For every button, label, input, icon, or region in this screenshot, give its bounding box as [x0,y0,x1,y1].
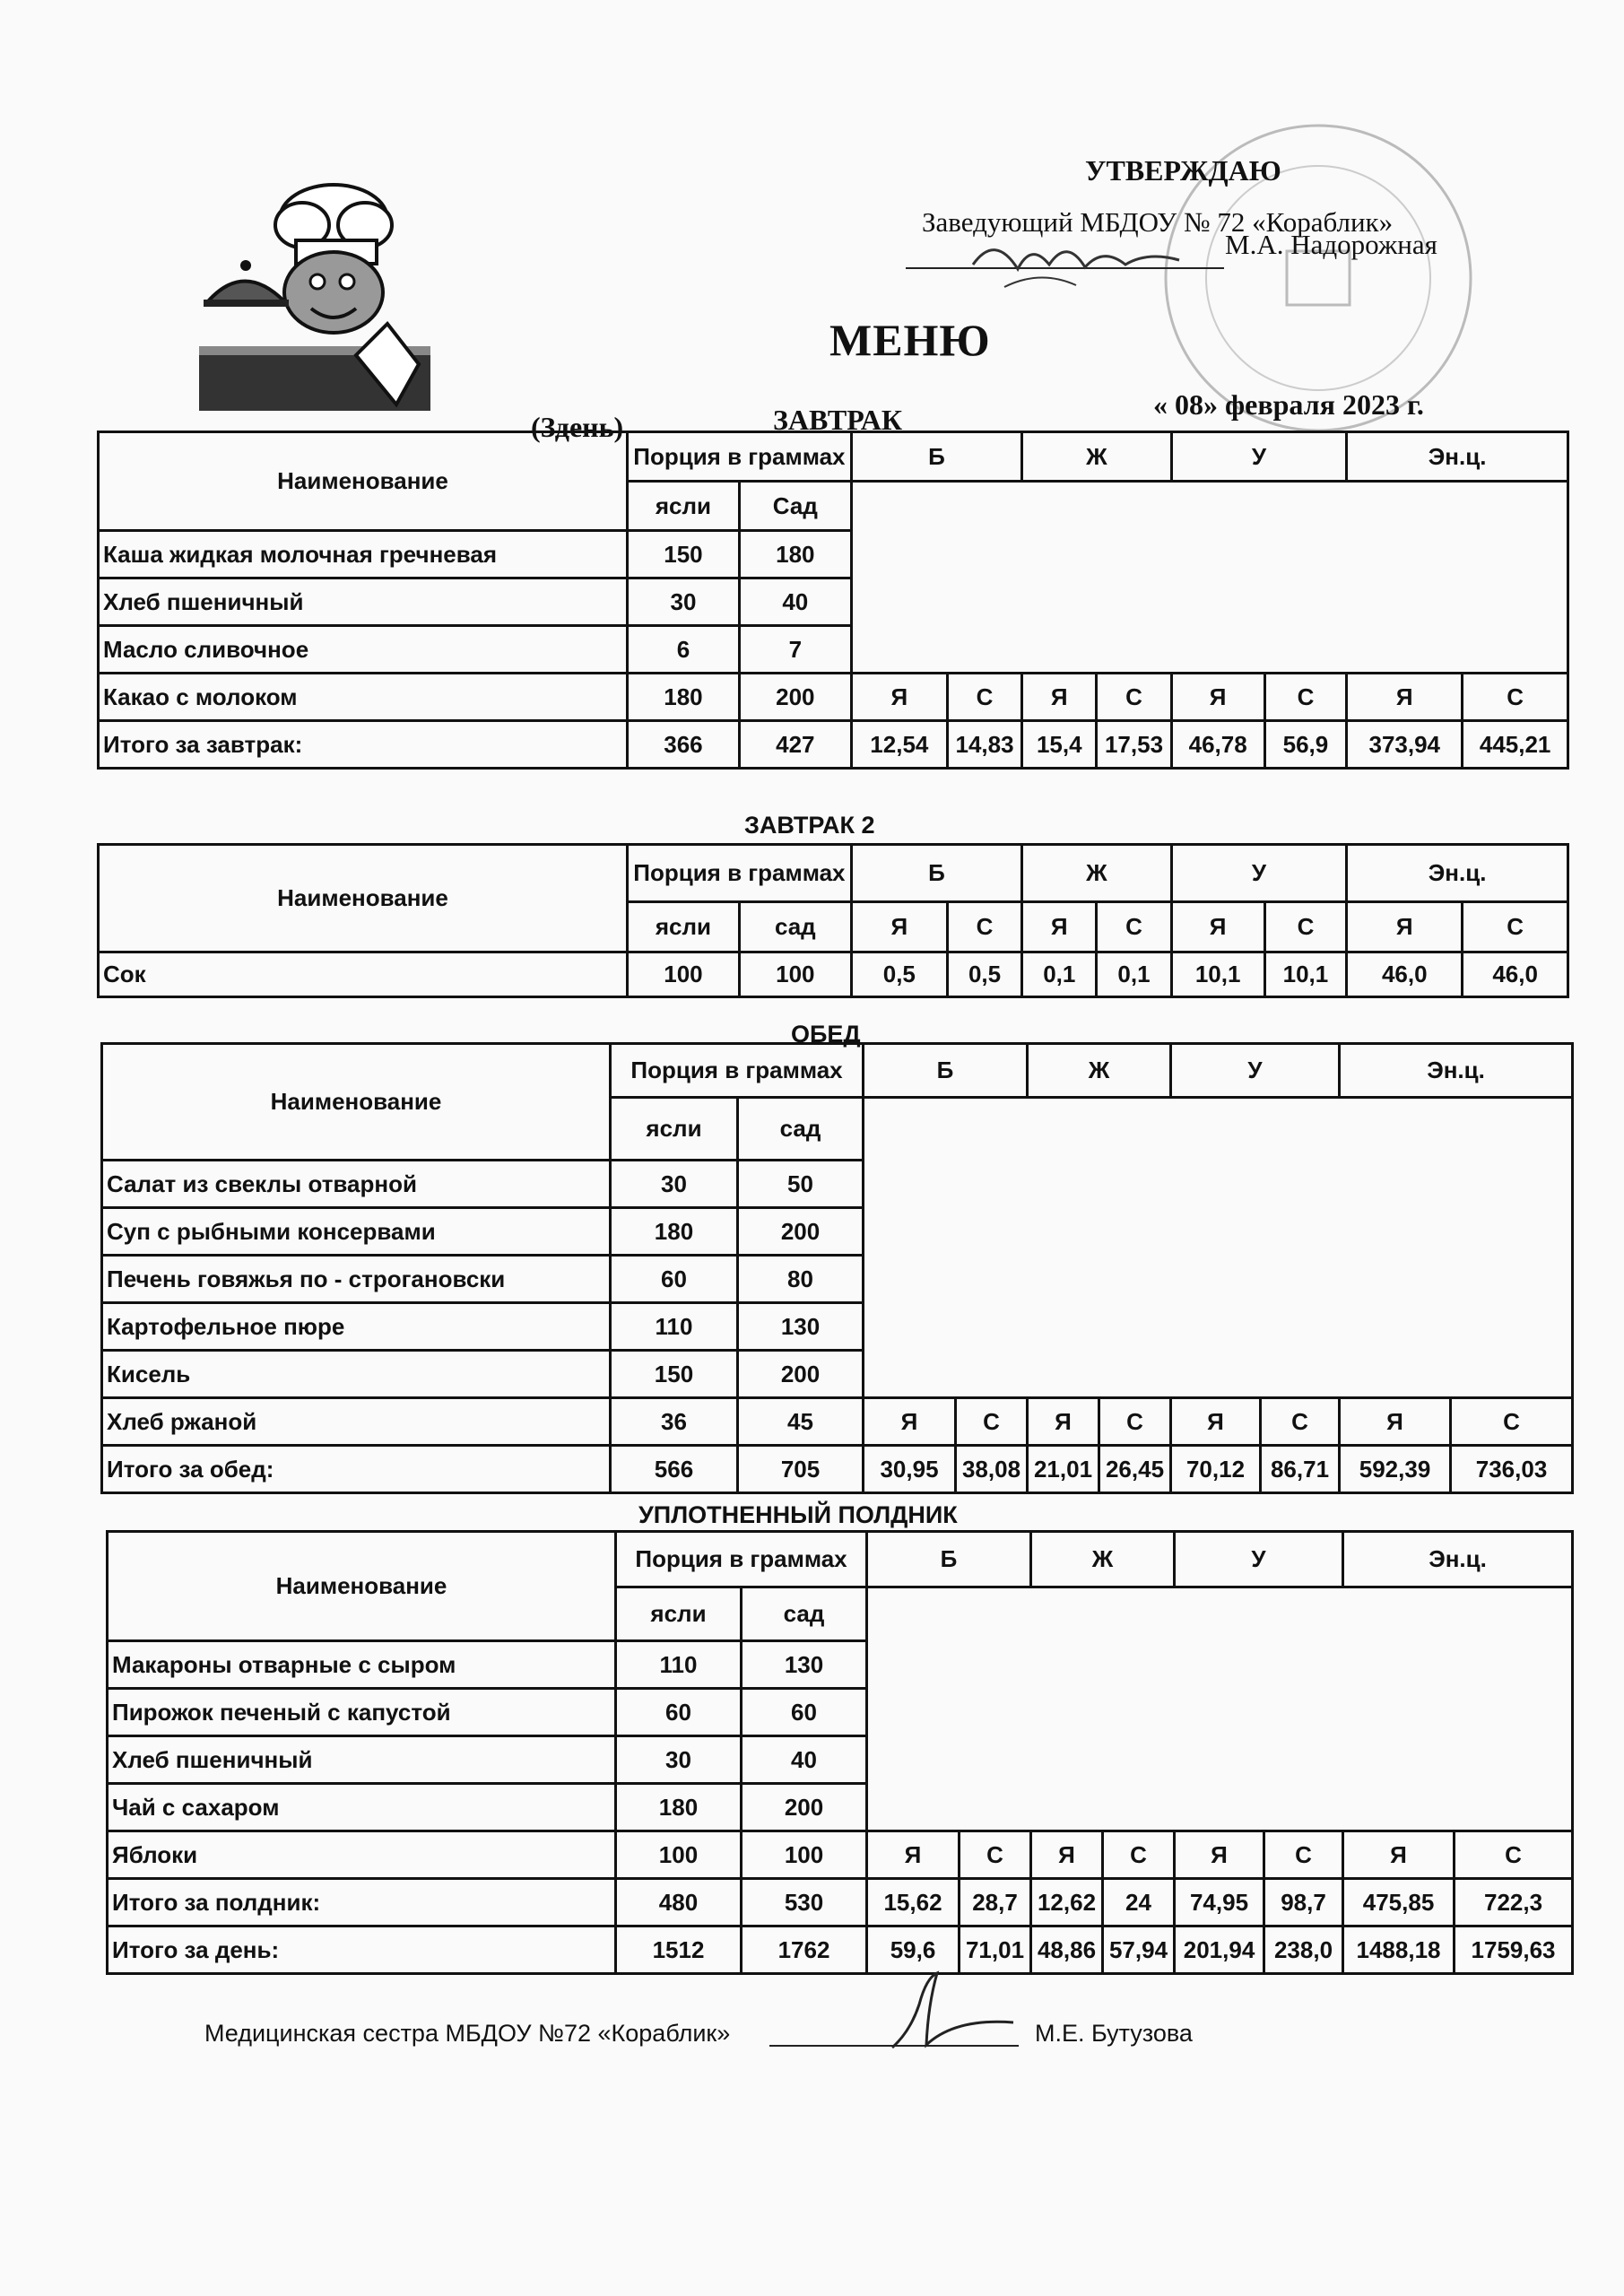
header-portion: Порция в граммах [628,845,852,902]
day-total-label: Итого за день: [108,1926,616,1974]
sub-ya: Я [1028,1398,1099,1446]
sub-s: С [1463,674,1568,721]
value-en-ya: 592,39 [1340,1446,1451,1493]
dish-name: Салат из свеклы отварной [102,1161,611,1208]
value-u-s: 98,7 [1264,1879,1343,1926]
header-b: Б [864,1044,1028,1098]
total-row [102,1446,1573,1493]
portion-nursery: 180 [616,1784,742,1831]
portion-nursery: 110 [611,1303,738,1351]
value-zh-ya: 12,62 [1031,1879,1103,1926]
value-en-s: 1759,63 [1455,1926,1573,1974]
value-u-ya: 74,95 [1175,1879,1264,1926]
portion-nursery: 100 [616,1831,742,1879]
sub-ya: Я [1031,1831,1103,1879]
value-zh-s: 0,1 [1097,952,1171,997]
value-b-ya: 0,5 [851,952,947,997]
portion-nursery: 150 [611,1351,738,1398]
sub-s: С [1264,674,1347,721]
total-nursery: 366 [628,721,740,769]
portion-nursery: 30 [628,578,740,626]
dish-name: Каша жидкая молочная гречневая [99,531,628,578]
portion-nursery: 30 [611,1161,738,1208]
header-name: Наименование [99,432,628,531]
portion-garden: 180 [739,531,851,578]
portion-nursery: 100 [628,952,740,997]
total-garden: 530 [742,1879,867,1926]
sub-s: С [947,902,1021,952]
table-row [99,674,1568,721]
dish-name: Суп с рыбными консервами [102,1208,611,1256]
sub-ya: Я [1171,1398,1261,1446]
value-en-ya: 46,0 [1347,952,1463,997]
sub-s: С [1103,1831,1175,1879]
value-en-s: 736,03 [1451,1446,1573,1493]
portion-garden: 60 [742,1689,867,1736]
portion-garden: 40 [742,1736,867,1784]
sub-ya: Я [867,1831,960,1879]
total-label: Итого за полдник: [108,1879,616,1926]
dish-name: Печень говяжья по - строгановски [102,1256,611,1303]
footer-position: Медицинская сестра МБДОУ №72 «Кораблик» [204,2020,731,2047]
header-portion: Порция в граммах [628,432,852,482]
lunch-table [100,1042,1574,1494]
header-u: У [1171,1044,1340,1098]
menu-title: МЕНЮ [829,315,991,365]
header-name: Наименование [102,1044,611,1161]
value-en-ya: 373,94 [1347,721,1463,769]
value-u-s: 56,9 [1264,721,1347,769]
sub-s: С [1455,1831,1573,1879]
portion-garden: 100 [742,1831,867,1879]
value-zh-s: 24 [1103,1879,1175,1926]
portion-nursery: 60 [616,1689,742,1736]
header-u: У [1175,1532,1343,1587]
dish-name: Какао с молоком [99,674,628,721]
total-garden: 427 [739,721,851,769]
sub-s: С [1097,674,1171,721]
approval-signature [968,215,1184,296]
value-en-s: 445,21 [1463,721,1568,769]
header-zh: Ж [1031,1532,1175,1587]
sub-s: С [1099,1398,1171,1446]
dish-name: Хлеб пшеничный [108,1736,616,1784]
value-u-ya: 201,94 [1175,1926,1264,1974]
value-zh-s: 26,45 [1099,1446,1171,1493]
header-nursery: ясли [611,1098,738,1161]
sub-ya: Я [1343,1831,1455,1879]
header-portion: Порция в граммах [616,1532,867,1587]
lunch-title: ОБЕД [791,1021,861,1048]
portion-garden: 200 [742,1784,867,1831]
header-u: У [1171,845,1347,902]
total-row [99,721,1568,769]
sub-ya: Я [1171,902,1264,952]
snack-table [106,1530,1574,1975]
dish-name: Яблоки [108,1831,616,1879]
header-zh: Ж [1022,845,1171,902]
value-u-s: 86,71 [1261,1446,1340,1493]
value-zh-ya: 0,1 [1022,952,1097,997]
dish-name: Хлеб ржаной [102,1398,611,1446]
header-en: Эн.ц. [1340,1044,1573,1098]
dish-name: Картофельное пюре [102,1303,611,1351]
sub-s: С [1097,902,1171,952]
header-name: Наименование [99,845,628,952]
sub-s: С [1451,1398,1573,1446]
portion-garden: 200 [738,1351,864,1398]
value-b-s: 28,7 [960,1879,1031,1926]
total-row [108,1879,1573,1926]
value-b-s: 38,08 [956,1446,1028,1493]
dish-name: Масло сливочное [99,626,628,674]
value-u-s: 10,1 [1264,952,1347,997]
blank-area [864,1098,1573,1398]
header-b: Б [867,1532,1031,1587]
header-garden: Сад [739,482,851,531]
portion-garden: 200 [738,1208,864,1256]
table-row [99,952,1568,997]
sub-ya: Я [1022,674,1097,721]
portion-garden: 45 [738,1398,864,1446]
date-label: « 08» февраля 2023 г. [1153,388,1424,421]
portion-nursery: 110 [616,1641,742,1689]
sub-ya: Я [851,902,947,952]
sub-ya: Я [851,674,947,721]
chef-illustration [199,176,430,411]
sub-s: С [1261,1398,1340,1446]
portion-garden: 100 [739,952,851,997]
portion-garden: 200 [739,674,851,721]
total-nursery: 566 [611,1446,738,1493]
value-b-ya: 12,54 [851,721,947,769]
portion-garden: 7 [739,626,851,674]
header-zh: Ж [1028,1044,1171,1098]
dish-name: Кисель [102,1351,611,1398]
sub-s: С [1463,902,1568,952]
footer-name: М.Е. Бутузова [1035,2020,1193,2047]
sub-s: С [1264,1831,1343,1879]
blank-area [851,482,1568,674]
portion-nursery: 150 [628,531,740,578]
blank-area [867,1587,1573,1831]
snack-title: УПЛОТНЕННЫЙ ПОЛДНИК [638,1501,958,1528]
sub-ya: Я [1171,674,1264,721]
value-b-s: 71,01 [960,1926,1031,1974]
approval-title: УТВЕРЖДАЮ [1085,154,1281,187]
dish-name: Сок [99,952,628,997]
breakfast2-title: ЗАВТРАК 2 [744,812,875,839]
dish-name: Хлеб пшеничный [99,578,628,626]
header-garden: сад [739,902,851,952]
portion-nursery: 180 [628,674,740,721]
portion-garden: 130 [742,1641,867,1689]
sub-s: С [956,1398,1028,1446]
total-label: Итого за завтрак: [99,721,628,769]
sub-ya: Я [1022,902,1097,952]
total-label: Итого за обед: [102,1446,611,1493]
sub-ya: Я [1175,1831,1264,1879]
portion-nursery: 36 [611,1398,738,1446]
day-total-nursery: 1512 [616,1926,742,1974]
value-u-ya: 10,1 [1171,952,1264,997]
value-u-ya: 70,12 [1171,1446,1261,1493]
value-zh-ya: 15,4 [1022,721,1097,769]
value-b-ya: 30,95 [864,1446,956,1493]
value-en-ya: 1488,18 [1343,1926,1455,1974]
header-u: У [1171,432,1347,482]
breakfast-title: ЗАВТРАК [773,404,903,436]
portion-garden: 50 [738,1161,864,1208]
sub-ya: Я [864,1398,956,1446]
total-nursery: 480 [616,1879,742,1926]
table-row [108,1831,1573,1879]
value-zh-s: 17,53 [1097,721,1171,769]
value-u-ya: 46,78 [1171,721,1264,769]
day-total-row [108,1926,1573,1974]
value-b-ya: 59,6 [867,1926,960,1974]
value-zh-ya: 21,01 [1028,1446,1099,1493]
header-nursery: ясли [616,1587,742,1641]
approval-position: Заведующий МБДОУ № 72 «Кораблик» [922,206,1394,238]
breakfast2-table [97,843,1569,998]
breakfast-table [97,430,1569,770]
value-b-ya: 15,62 [867,1879,960,1926]
header-nursery: ясли [628,902,740,952]
total-garden: 705 [738,1446,864,1493]
portion-garden: 80 [738,1256,864,1303]
header-en: Эн.ц. [1347,845,1568,902]
sub-ya: Я [1347,674,1463,721]
value-en-s: 722,3 [1455,1879,1573,1926]
value-zh-ya: 48,86 [1031,1926,1103,1974]
header-en: Эн.ц. [1343,1532,1573,1587]
portion-nursery: 6 [628,626,740,674]
value-zh-s: 57,94 [1103,1926,1175,1974]
header-zh: Ж [1022,432,1171,482]
portion-garden: 130 [738,1303,864,1351]
footer-signature [883,1969,1018,2054]
portion-nursery: 180 [611,1208,738,1256]
portion-nursery: 30 [616,1736,742,1784]
portion-nursery: 60 [611,1256,738,1303]
header-en: Эн.ц. [1347,432,1568,482]
header-garden: сад [742,1587,867,1641]
header-b: Б [851,432,1021,482]
value-en-ya: 475,85 [1343,1879,1455,1926]
day-total-garden: 1762 [742,1926,867,1974]
header-name: Наименование [108,1532,616,1641]
sub-s: С [1264,902,1347,952]
value-u-s: 238,0 [1264,1926,1343,1974]
dish-name: Макароны отварные с сыром [108,1641,616,1689]
portion-garden: 40 [739,578,851,626]
header-portion: Порция в граммах [611,1044,864,1098]
sub-ya: Я [1347,902,1463,952]
header-garden: сад [738,1098,864,1161]
value-b-s: 14,83 [947,721,1021,769]
header-b: Б [851,845,1021,902]
table-row [102,1398,1573,1446]
sub-s: С [947,674,1021,721]
dish-name: Пирожок печеный с капустой [108,1689,616,1736]
value-b-s: 0,5 [947,952,1021,997]
sub-s: С [960,1831,1031,1879]
sub-ya: Я [1340,1398,1451,1446]
day-label: (Здень) [531,411,624,443]
value-en-s: 46,0 [1463,952,1568,997]
approval-name: М.А. Надорожная [1225,229,1437,260]
header-nursery: ясли [628,482,740,531]
dish-name: Чай с сахаром [108,1784,616,1831]
